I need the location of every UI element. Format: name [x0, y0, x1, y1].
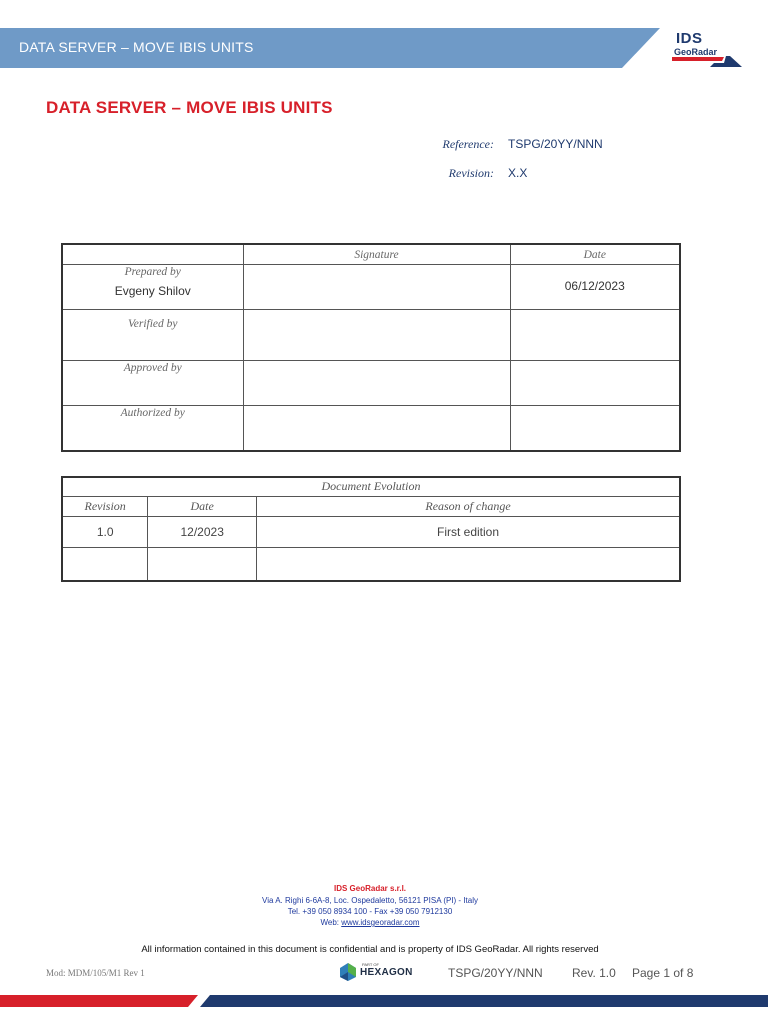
reference-label: Reference:: [442, 137, 494, 151]
bottom-stripe: [0, 993, 768, 1007]
prepared-date: 06/12/2023: [564, 279, 625, 293]
company-phone: Tel. +39 050 8934 100 - Fax +39 050 7912130: [287, 907, 453, 916]
reference-value: TSPG/20YY/NNN: [508, 137, 603, 151]
signature-cell: [243, 265, 510, 310]
table-row: [62, 516, 680, 547]
header-empty-cell: [62, 244, 243, 265]
company-name: IDS GeoRadar s.r.l.: [333, 884, 407, 893]
role-cell: [62, 406, 243, 451]
reason-cell: [257, 548, 680, 581]
company-web: [0, 918, 740, 927]
website-link[interactable]: www.idsgeoradar.com: [341, 918, 420, 927]
role-cell: [62, 265, 243, 310]
document-evolution-table: [61, 476, 681, 582]
logo-stripes-icon: [672, 56, 744, 68]
role-approved-by: Approved by: [123, 362, 182, 374]
header-date: Date: [510, 244, 680, 265]
revision-cell: [62, 548, 148, 581]
date-cell: [510, 310, 680, 361]
date-cell: 12/2023: [148, 516, 257, 547]
role-prepared-by: Prepared by: [124, 266, 181, 278]
row-prepared-by: [62, 265, 680, 310]
header-signature: Signature: [243, 244, 510, 265]
footer-revision: Rev. 1.0: [572, 966, 616, 980]
header-banner: [0, 28, 768, 68]
signature-table-header: [62, 244, 680, 265]
role-authorized-by: Authorized by: [120, 407, 185, 419]
evolution-title: Document Evolution: [62, 477, 680, 496]
evolution-title-row: [62, 477, 680, 496]
revision-value: X.X: [508, 166, 528, 180]
signature-table: [61, 243, 681, 452]
preparer-name: Evgeny Shilov: [114, 284, 191, 298]
row-approved-by: [62, 361, 680, 406]
signature-cell: [243, 361, 510, 406]
row-verified-by: [62, 310, 680, 361]
form-mod-code: Mod: MDM/105/M1 Rev 1: [46, 968, 145, 978]
page-number: Page 1 of 8: [632, 966, 694, 980]
web-label: Web:: [320, 918, 340, 927]
revision-label: Revision:: [448, 166, 494, 180]
signature-cell: [243, 310, 510, 361]
signature-cell: [243, 406, 510, 451]
logo-ids-text: IDS: [676, 30, 703, 47]
reason-cell: First edition: [257, 516, 680, 547]
banner-title: DATA SERVER – MOVE IBIS UNITS: [19, 39, 254, 55]
header-reason: Reason of change: [257, 496, 680, 516]
company-address: Via A. Righi 6-6A-8, Loc. Ospedaletto, 56121 PISA (PI) - Italy: [262, 896, 478, 905]
logo-georadar-text: GeoRadar: [674, 47, 718, 57]
role-cell: [62, 310, 243, 361]
header-date: Date: [148, 496, 257, 516]
header-revision: Revision: [62, 496, 148, 516]
date-cell: [510, 406, 680, 451]
evolution-header-row: [62, 496, 680, 516]
date-cell: [148, 548, 257, 581]
row-authorized-by: [62, 406, 680, 451]
document-title: DATA SERVER – MOVE IBIS UNITS: [46, 98, 333, 117]
footer-reference: TSPG/20YY/NNN: [448, 966, 543, 980]
date-cell: [510, 361, 680, 406]
hexagon-logo: [338, 962, 418, 982]
hexagon-mark-icon: [338, 962, 358, 982]
hexagon-part-of: PART OF: [362, 962, 379, 967]
hexagon-name: HEXAGON: [360, 967, 413, 978]
role-verified-by: Verified by: [128, 318, 178, 330]
confidentiality-notice: All information contained in this document is confidential and is property of IDS GeoRadar. All rights reserved: [141, 944, 599, 955]
role-cell: [62, 361, 243, 406]
date-cell: [510, 265, 680, 310]
revision-cell: 1.0: [62, 516, 148, 547]
ids-georadar-logo: [672, 30, 744, 68]
table-row: [62, 548, 680, 581]
